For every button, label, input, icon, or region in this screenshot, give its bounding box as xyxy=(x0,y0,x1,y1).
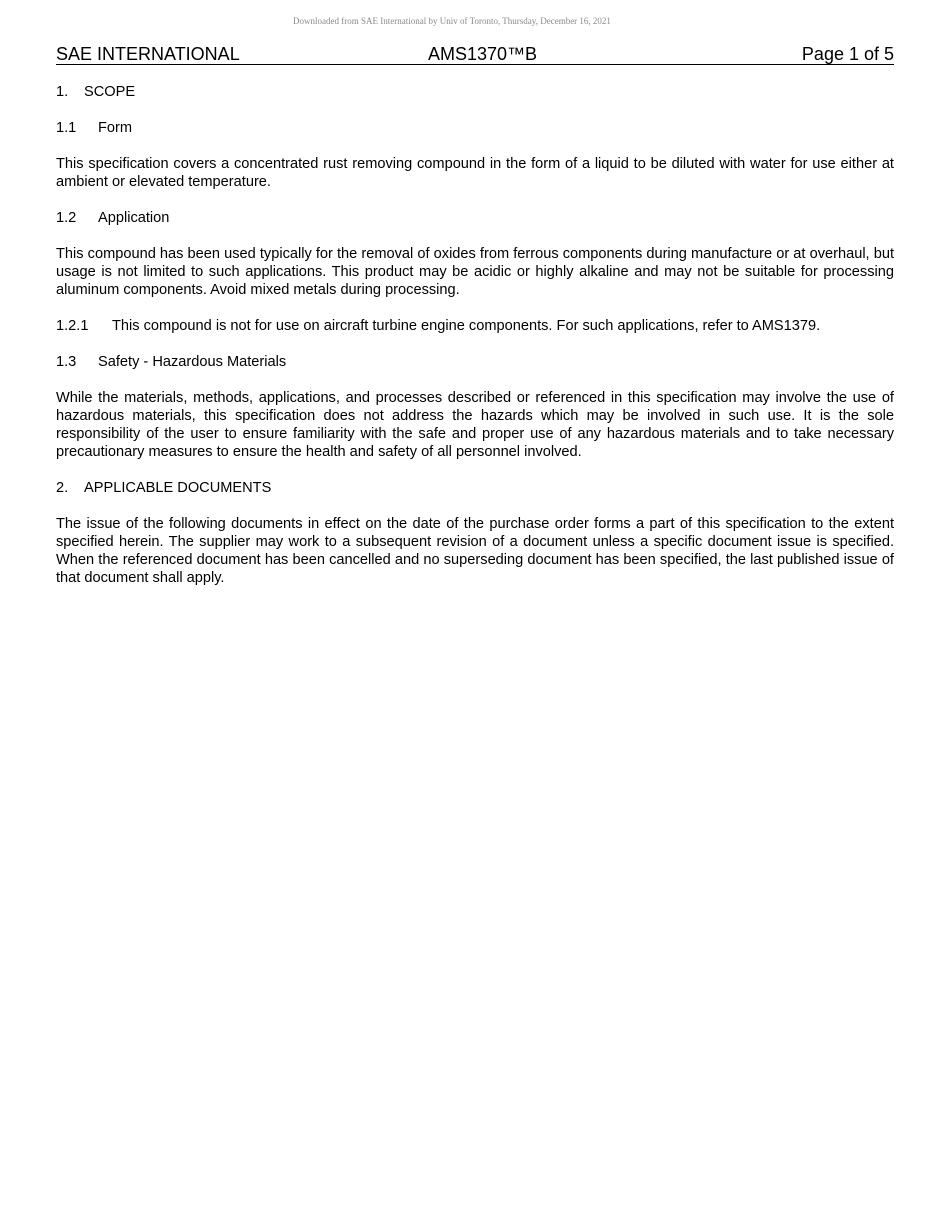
page-header xyxy=(56,44,894,65)
section-number: 1. xyxy=(56,84,69,100)
section-number: 1.1 xyxy=(56,120,77,136)
header-page-number: Page 1 of 5 xyxy=(801,44,894,64)
section-heading-scope xyxy=(56,83,894,101)
section-heading-applicable-documents xyxy=(56,479,894,497)
download-watermark: Downloaded from SAE International by Univ of Toronto, Thursday, December 16, 2021 xyxy=(293,16,611,26)
section-number: 1.2.1 xyxy=(56,318,89,334)
header-org: SAE INTERNATIONAL xyxy=(56,44,240,64)
section-heading-application xyxy=(56,209,894,227)
document-body xyxy=(56,83,894,605)
section-number: 2. xyxy=(56,480,69,496)
section-title: Form xyxy=(98,120,133,136)
section-title: Safety - Hazardous Materials xyxy=(98,354,287,370)
paragraph-safety: While the materials, methods, applications, and processes described or referenced in this specification may involve the use of hazardous materials, this specification does not address the hazards which may be involved in such use. It is the sole responsibility of the user to ensure familiarity with the safe and proper use of any hazardous materials and to take necessary precautionary measures to ensure the health and safety of all personnel involved. xyxy=(56,390,894,460)
paragraph-applicable-documents: The issue of the following documents in effect on the date of the purchase order forms a part of this specification to the extent specified herein. The supplier may work to a subsequent revision of a document unless a specific document issue is specified. When the referenced document has been cancelled and no superseding document has been specified, the last published issue of that document shall apply. xyxy=(56,516,894,586)
section-title: APPLICABLE DOCUMENTS xyxy=(84,480,272,496)
section-heading-safety xyxy=(56,353,894,371)
section-heading-form xyxy=(56,119,894,137)
section-number: 1.3 xyxy=(56,354,77,370)
header-doc-id: AMS1370™B xyxy=(428,44,538,64)
section-heading-turbine-note xyxy=(56,317,894,335)
section-title: SCOPE xyxy=(84,84,136,100)
paragraph-application: This compound has been used typically for the removal of oxides from ferrous components during manufacture or at overhaul, but usage is not limited to such applications. This product may be acidic or highly alkaline and may not be suitable for processing aluminum components. Avoid mixed metals during processing. xyxy=(56,246,894,298)
paragraph-form: This specification covers a concentrated rust removing compound in the form of a liquid to be diluted with water for use either at ambient or elevated temperature. xyxy=(56,156,894,190)
section-number: 1.2 xyxy=(56,210,77,226)
section-title: This compound is not for use on aircraft turbine engine components. For such applications, refer to AMS1379. xyxy=(112,318,821,334)
section-title: Application xyxy=(98,210,170,226)
